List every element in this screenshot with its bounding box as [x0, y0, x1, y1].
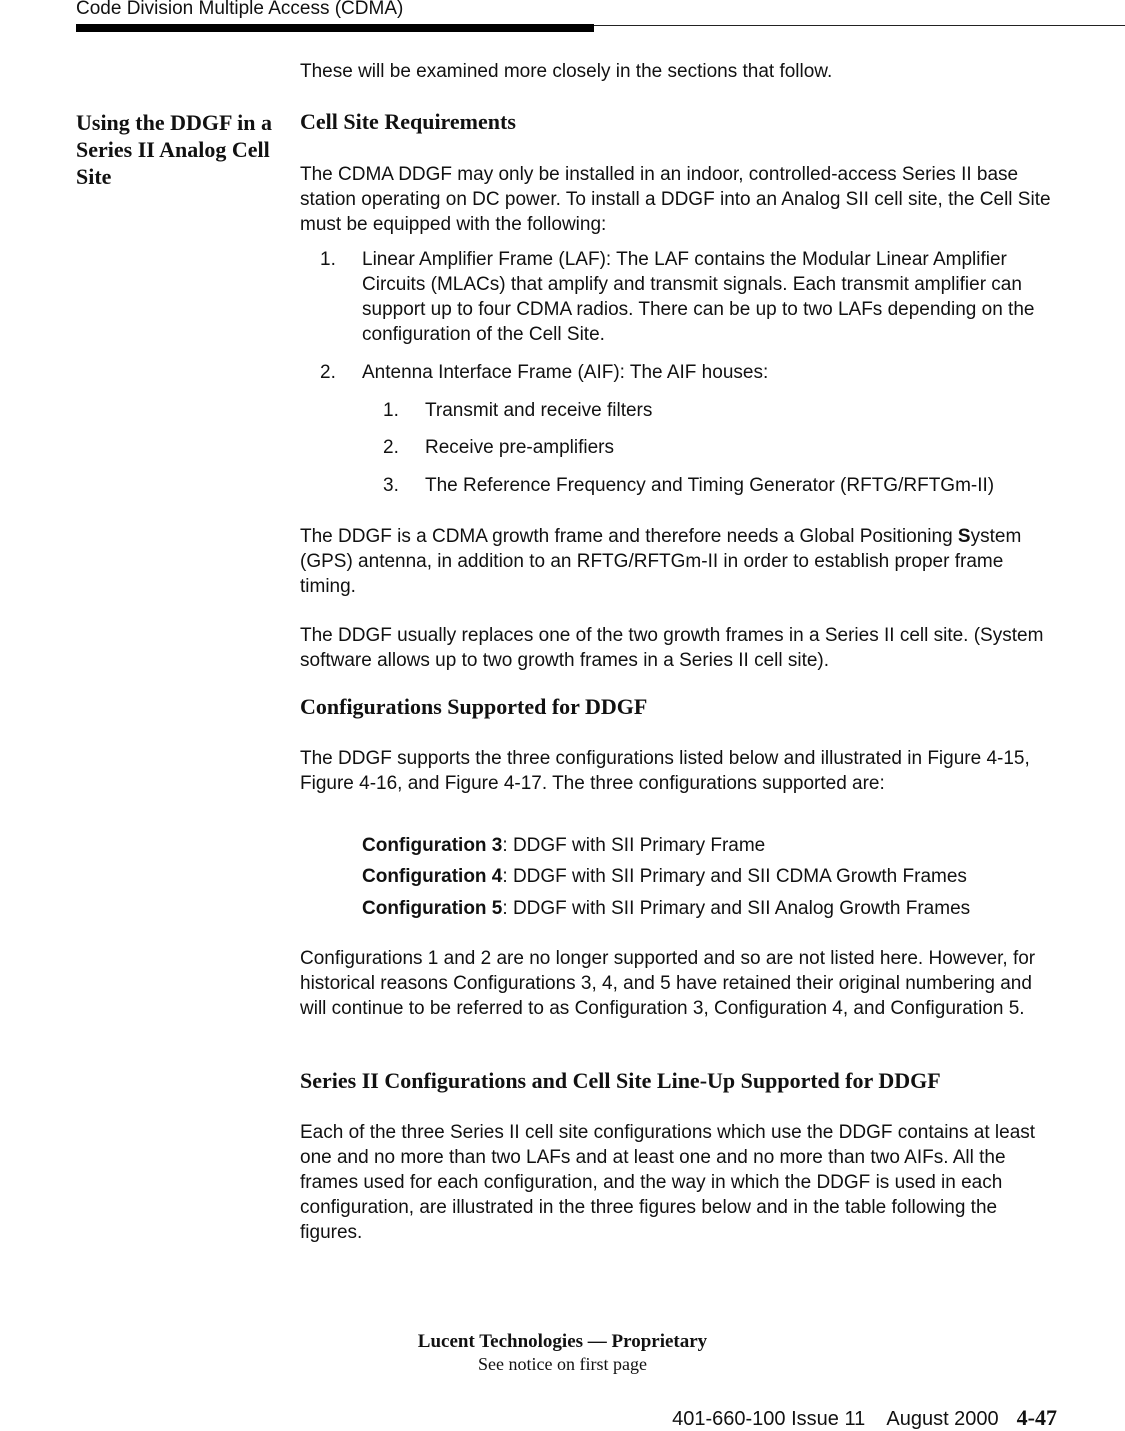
list-number: 3.	[383, 475, 399, 496]
config-label: Configuration 3	[362, 835, 503, 856]
list-number: 1.	[320, 249, 336, 270]
config-text: : DDGF with SII Primary Frame	[502, 835, 766, 856]
list-number: 1.	[383, 400, 399, 421]
config-label: Configuration 5	[362, 898, 503, 919]
config-item	[362, 833, 1062, 858]
config-text: : DDGF with SII Primary and SII Analog Growth Frames	[502, 898, 971, 919]
configurations-paragraph: The DDGF supports the three configurations listed below and illustrated in Figure 4-15, Figure 4-16, and Figure 4-17. The three configurations supported are:	[300, 748, 1030, 794]
list-text: Linear Amplifier Frame (LAF): The LAF contains the Modular Linear Amplifier Circuits (MLACs) that amplify and transmit signals. Each transmit amplifier can support up to four CDMA radios. There can be up to two LAFs depending on the configuration of the Cell Site.	[362, 249, 1035, 345]
list-text: The Reference Frequency and Timing Generator (RFTG/RFTGm-II)	[425, 475, 995, 496]
footer-doc-ref: 401-660-100 Issue 11 August 2000	[672, 1408, 999, 1430]
historical-paragraph: Configurations 1 and 2 are no longer supported and so are not listed here. However, for historical reasons Configurations 3, 4, and 5 have retained their original numbering and will continue to be referred to as Configuration 3, Configuration 4, and Configuration 5.	[300, 948, 1036, 1019]
growth-frame-paragraph: The DDGF usually replaces one of the two growth frames in a Series II cell site. (System software allows up to two growth frames in a Series II cell site).	[300, 625, 1044, 671]
section-heading-configurations: Configurations Supported for DDGF	[300, 694, 648, 719]
section-heading-cell-site: Cell Site Requirements	[300, 109, 516, 134]
list-text: Transmit and receive filters	[425, 400, 653, 421]
intro-paragraph: These will be examined more closely in the sections that follow.	[300, 61, 833, 82]
list-text: Antenna Interface Frame (AIF): The AIF houses:	[362, 362, 769, 383]
section-heading-line-up: Series II Configurations and Cell Site Line-Up Supported for DDGF	[300, 1068, 941, 1093]
list-text: Receive pre-amplifiers	[425, 437, 615, 458]
list-number: 2.	[383, 437, 399, 458]
header-title: Code Division Multiple Access (CDMA)	[76, 0, 404, 19]
config-item	[362, 896, 1062, 921]
gps-paragraph-bold-s: S	[957, 526, 971, 547]
gps-paragraph-part: ystem (GPS) antenna, in addition to an RFTG/RFTGm-II in order to establish proper frame timing.	[300, 526, 1022, 597]
gps-paragraph-part: The DDGF is a CDMA growth frame and therefore needs a Global Positioning	[300, 526, 958, 547]
list-number: 2.	[320, 362, 336, 383]
gps-paragraph	[300, 524, 1055, 599]
cell-site-paragraph: The CDMA DDGF may only be installed in an indoor, controlled-access Series II base station operating on DC power. To install a DDGF into an Analog SII cell site, the Cell Site must be equipped with the following:	[300, 164, 1051, 235]
footer-notice: See notice on first page	[478, 1354, 647, 1374]
side-heading: Using the DDGF in a Series II Analog Cell Site	[76, 110, 272, 189]
config-text: : DDGF with SII Primary and SII CDMA Growth Frames	[502, 866, 967, 887]
footer-doc-info	[672, 1406, 1057, 1431]
footer-company: Lucent Technologies — Proprietary	[417, 1331, 708, 1352]
config-label: Configuration 4	[362, 866, 503, 887]
config-item	[362, 864, 1062, 889]
page-number: 4-47	[1016, 1405, 1057, 1430]
header-thick-bar	[76, 24, 594, 32]
line-up-paragraph: Each of the three Series II cell site configurations which use the DDGF contains at least one and no more than two LAFs and at least one and no more than two AIFs. All the frames used for each configuration, and the way in which the DDGF is used in each configuration, are illustrated in the three figures below and in the table following the figures.	[300, 1122, 1036, 1243]
